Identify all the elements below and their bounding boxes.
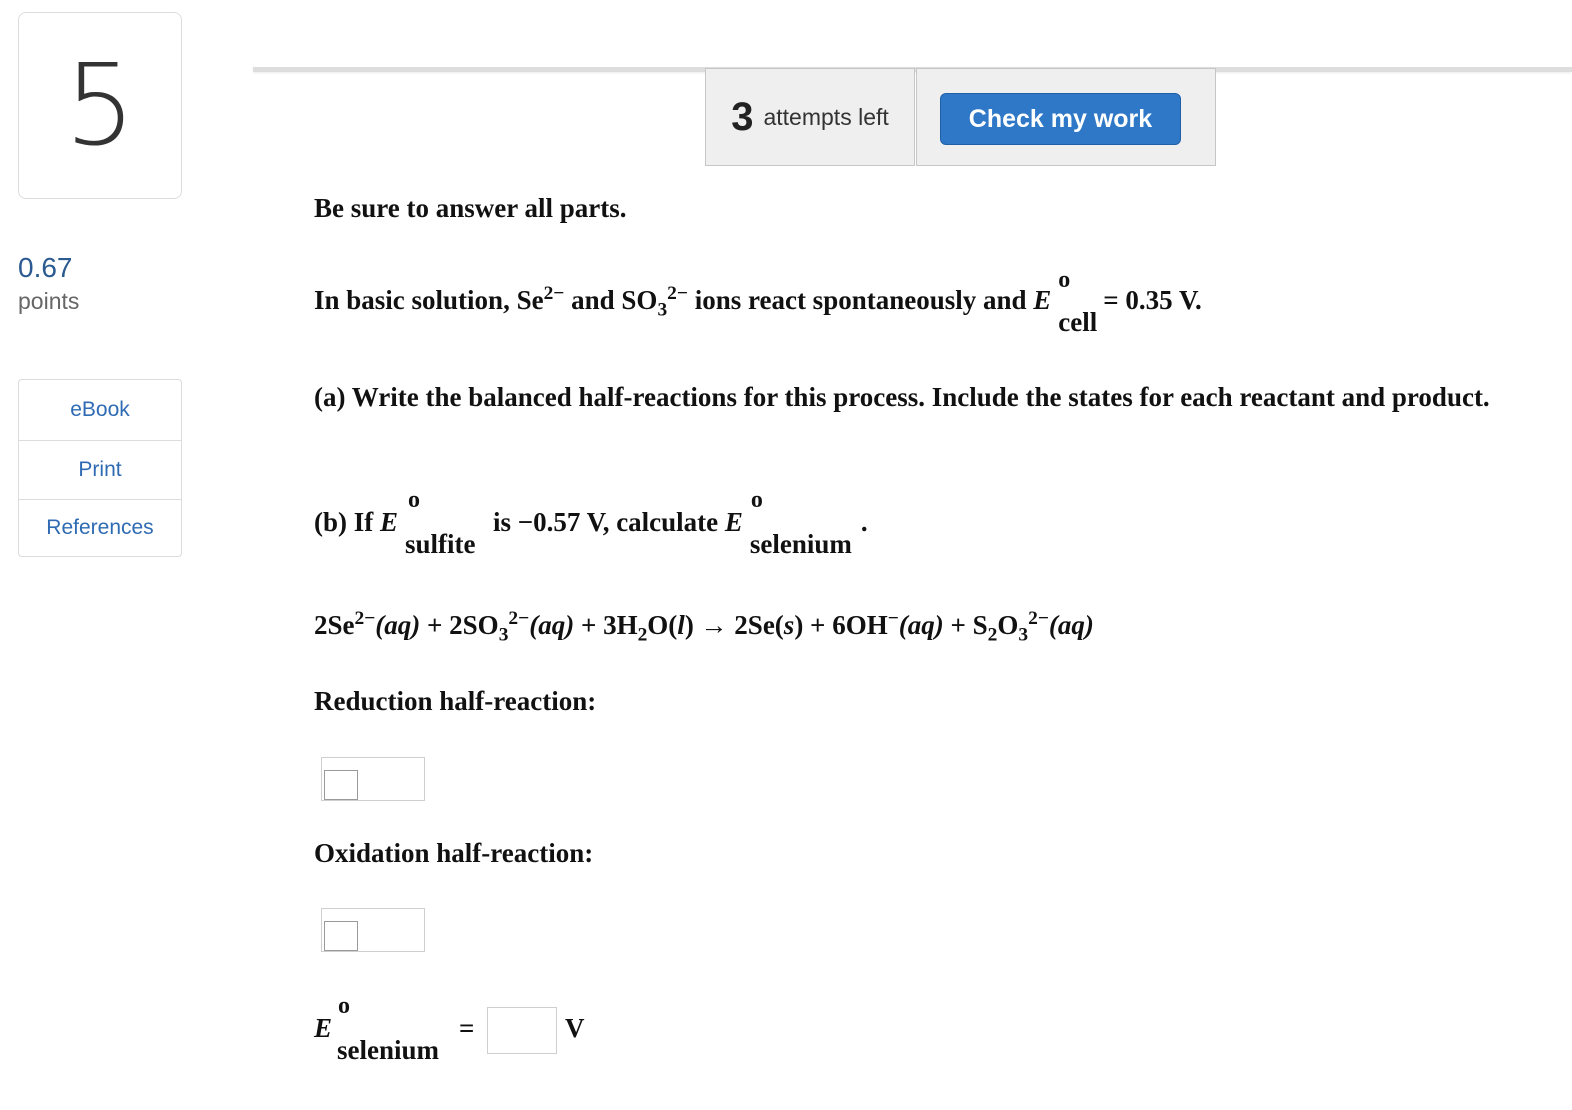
attempts-label: attempts left <box>763 103 889 130</box>
part-a-text: (a) Write the balanced half-reactions for this process. Include the states for each reactant and product. <box>314 382 1490 412</box>
points-value: 0.67 <box>18 252 73 283</box>
e-selenium-label: E o selenium <box>314 993 440 1065</box>
problem-intro: In basic solution, $Se^{2-}$ and $SO_3^{2-}$ ions react spontaneously and E o cell = 0.35 V. <box>314 267 1202 337</box>
ebook-link[interactable]: eBook <box>70 398 130 421</box>
references-link[interactable]: References <box>19 499 181 556</box>
question-number: 5 <box>64 40 136 171</box>
resources-menu <box>18 379 182 557</box>
e-selenium-input[interactable] <box>487 1007 557 1054</box>
instruction-text: Be sure to answer all parts. <box>314 193 627 223</box>
equation-editor-icon <box>324 921 358 951</box>
check-my-work-button[interactable]: Check my work <box>940 93 1181 145</box>
reduction-label: Reduction half-reaction: <box>314 686 597 716</box>
reduction-answer-field[interactable] <box>321 757 425 801</box>
equation-editor-icon <box>324 770 358 800</box>
e-cell-symbol: E o cell <box>1033 267 1098 337</box>
print-link[interactable]: Print <box>19 440 181 499</box>
attempts-count: 3 <box>731 94 754 139</box>
question-number-card <box>18 12 182 199</box>
points-label: points <box>18 288 80 314</box>
oxidation-label: Oxidation half-reaction: <box>314 838 594 868</box>
unit-label: V <box>565 1013 585 1043</box>
equals-sign: = <box>459 1013 475 1043</box>
attempts-indicator <box>705 68 915 166</box>
oxidation-answer-field[interactable] <box>321 908 425 952</box>
balanced-equation: $2Se^{2-}(aq) + 2SO_3^{2-}(aq) + 3H_2O(l) \to 2Se(s) + 6OH^-(aq) + S_2O_3^{2-}(aq)$ <box>314 608 1094 646</box>
part-b-text: (b) If E o sulfite is −0.57 V, calculate E o selenium . <box>314 487 868 559</box>
check-panel <box>916 68 1216 166</box>
